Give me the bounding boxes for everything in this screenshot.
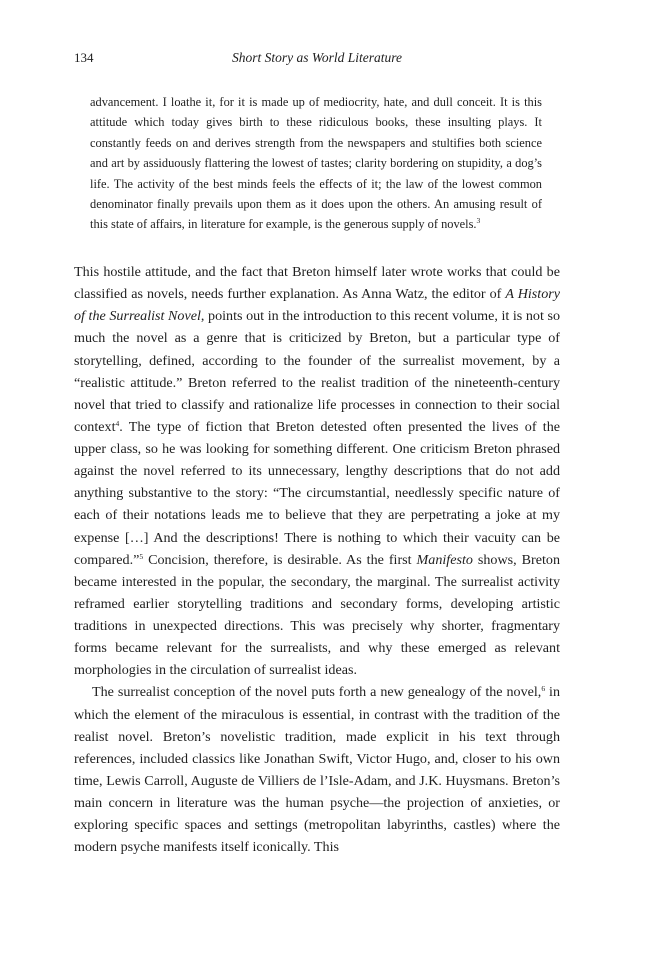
paragraph-2-part-1: The surrealist conception of the novel puts forth a new genealogy of the novel, [92,684,542,701]
paragraph-1-part-2: , points out in the introduction to this recent volume, it is not so much the novel as a genre that is criticized by Breton, but a particular type of storytelling, defined, according to the founder of the surrealist movement, by a “realistic attitude.” Breton referred to the realist tradition of the nineteenth-century novel that tried to classify and rationalize life processes in connection to their social context [74,308,561,435]
page-header [74,49,560,67]
main-text [74,261,560,858]
paragraph-2-part-2: in which the element of the miraculous is essential, in contrast with the tradition of the realist novel. Breton’s novelistic tradition, made explicit in his text through references, included classics like Jonathan Swift, Victor Hugo, and, closer to his own time, Lewis Carroll, Auguste de Villiers de l’Isle-Adam, and J.K. Huysmans. Breton’s main concern in literature was the human psyche—the projection of anxieties, or exploring specific spaces and settings (metropolitan labyrinths, castles) where the modern psyche manifests itself iconically. This [74,684,560,856]
paragraph-2 [74,681,560,858]
manifesto-italic: Manifesto [416,551,473,568]
page-number: 134 [74,50,94,65]
footnote-ref-3: 3 [476,216,481,226]
block-quote-body: advancement. I loathe it, for it is made up of mediocrity, hate, and dull conceit. It is this attitude which today gives birth to these ridiculous books, these insulting plays. It constantly feeds on and derives strength from the newspapers and stultifies both science and art by assiduously flattering the lowest of tastes; clarity bordering on stupidity, a dog’s life. The activity of the best minds feels the effects of it; the law of the lowest common denominator finally prevails upon them as it does upon the others. An amusing result of this state of affairs, in literature for example, is the generous supply of novels. [90,95,542,232]
footnote-ref-5: 5 [139,551,144,561]
book-title-italic: A History of the Surrealist Novel [74,286,560,325]
block-quote-text [90,92,542,235]
paragraph-1-part-3: . The type of fiction that Breton detested often presented the lives of the upper class, so he was looking for something different. One criticism Breton phrased against the novel referred to its unnecessary, lengthy descriptions that do not add anything substantive to the story: “The circumstantial, needlessly specific nature of each of their notations leads me to believe that they are perpetrating a joke at my expense […] And the descriptions! There is nothing to which their vacuity can be compared.” [74,418,560,568]
block-quote [90,92,542,235]
paragraph-1-part-1: This hostile attitude, and the fact that Breton himself later wrote works that could be classified as novels, needs further explanation. As Anna Watz, the editor of [74,264,560,303]
running-title: Short Story as World Literature [231,50,402,65]
paragraph-1 [74,261,560,681]
paragraph-1-part-5: shows, Breton became interested in the popular, the secondary, the marginal. The surrealist activity reframed earlier storytelling traditions and secondary forms, developing artistic traditions in unexpected directions. This was precisely why shorter, fragmentary forms became relevant for the surrealists, and why these emerged as relevant morphologies in the circulation of surrealist ideas. [74,551,560,679]
footnote-ref-4: 4 [115,418,120,428]
footnote-ref-6: 6 [541,684,546,694]
paragraph-1-part-4: Concision, therefore, is desirable. As the first [143,551,417,568]
